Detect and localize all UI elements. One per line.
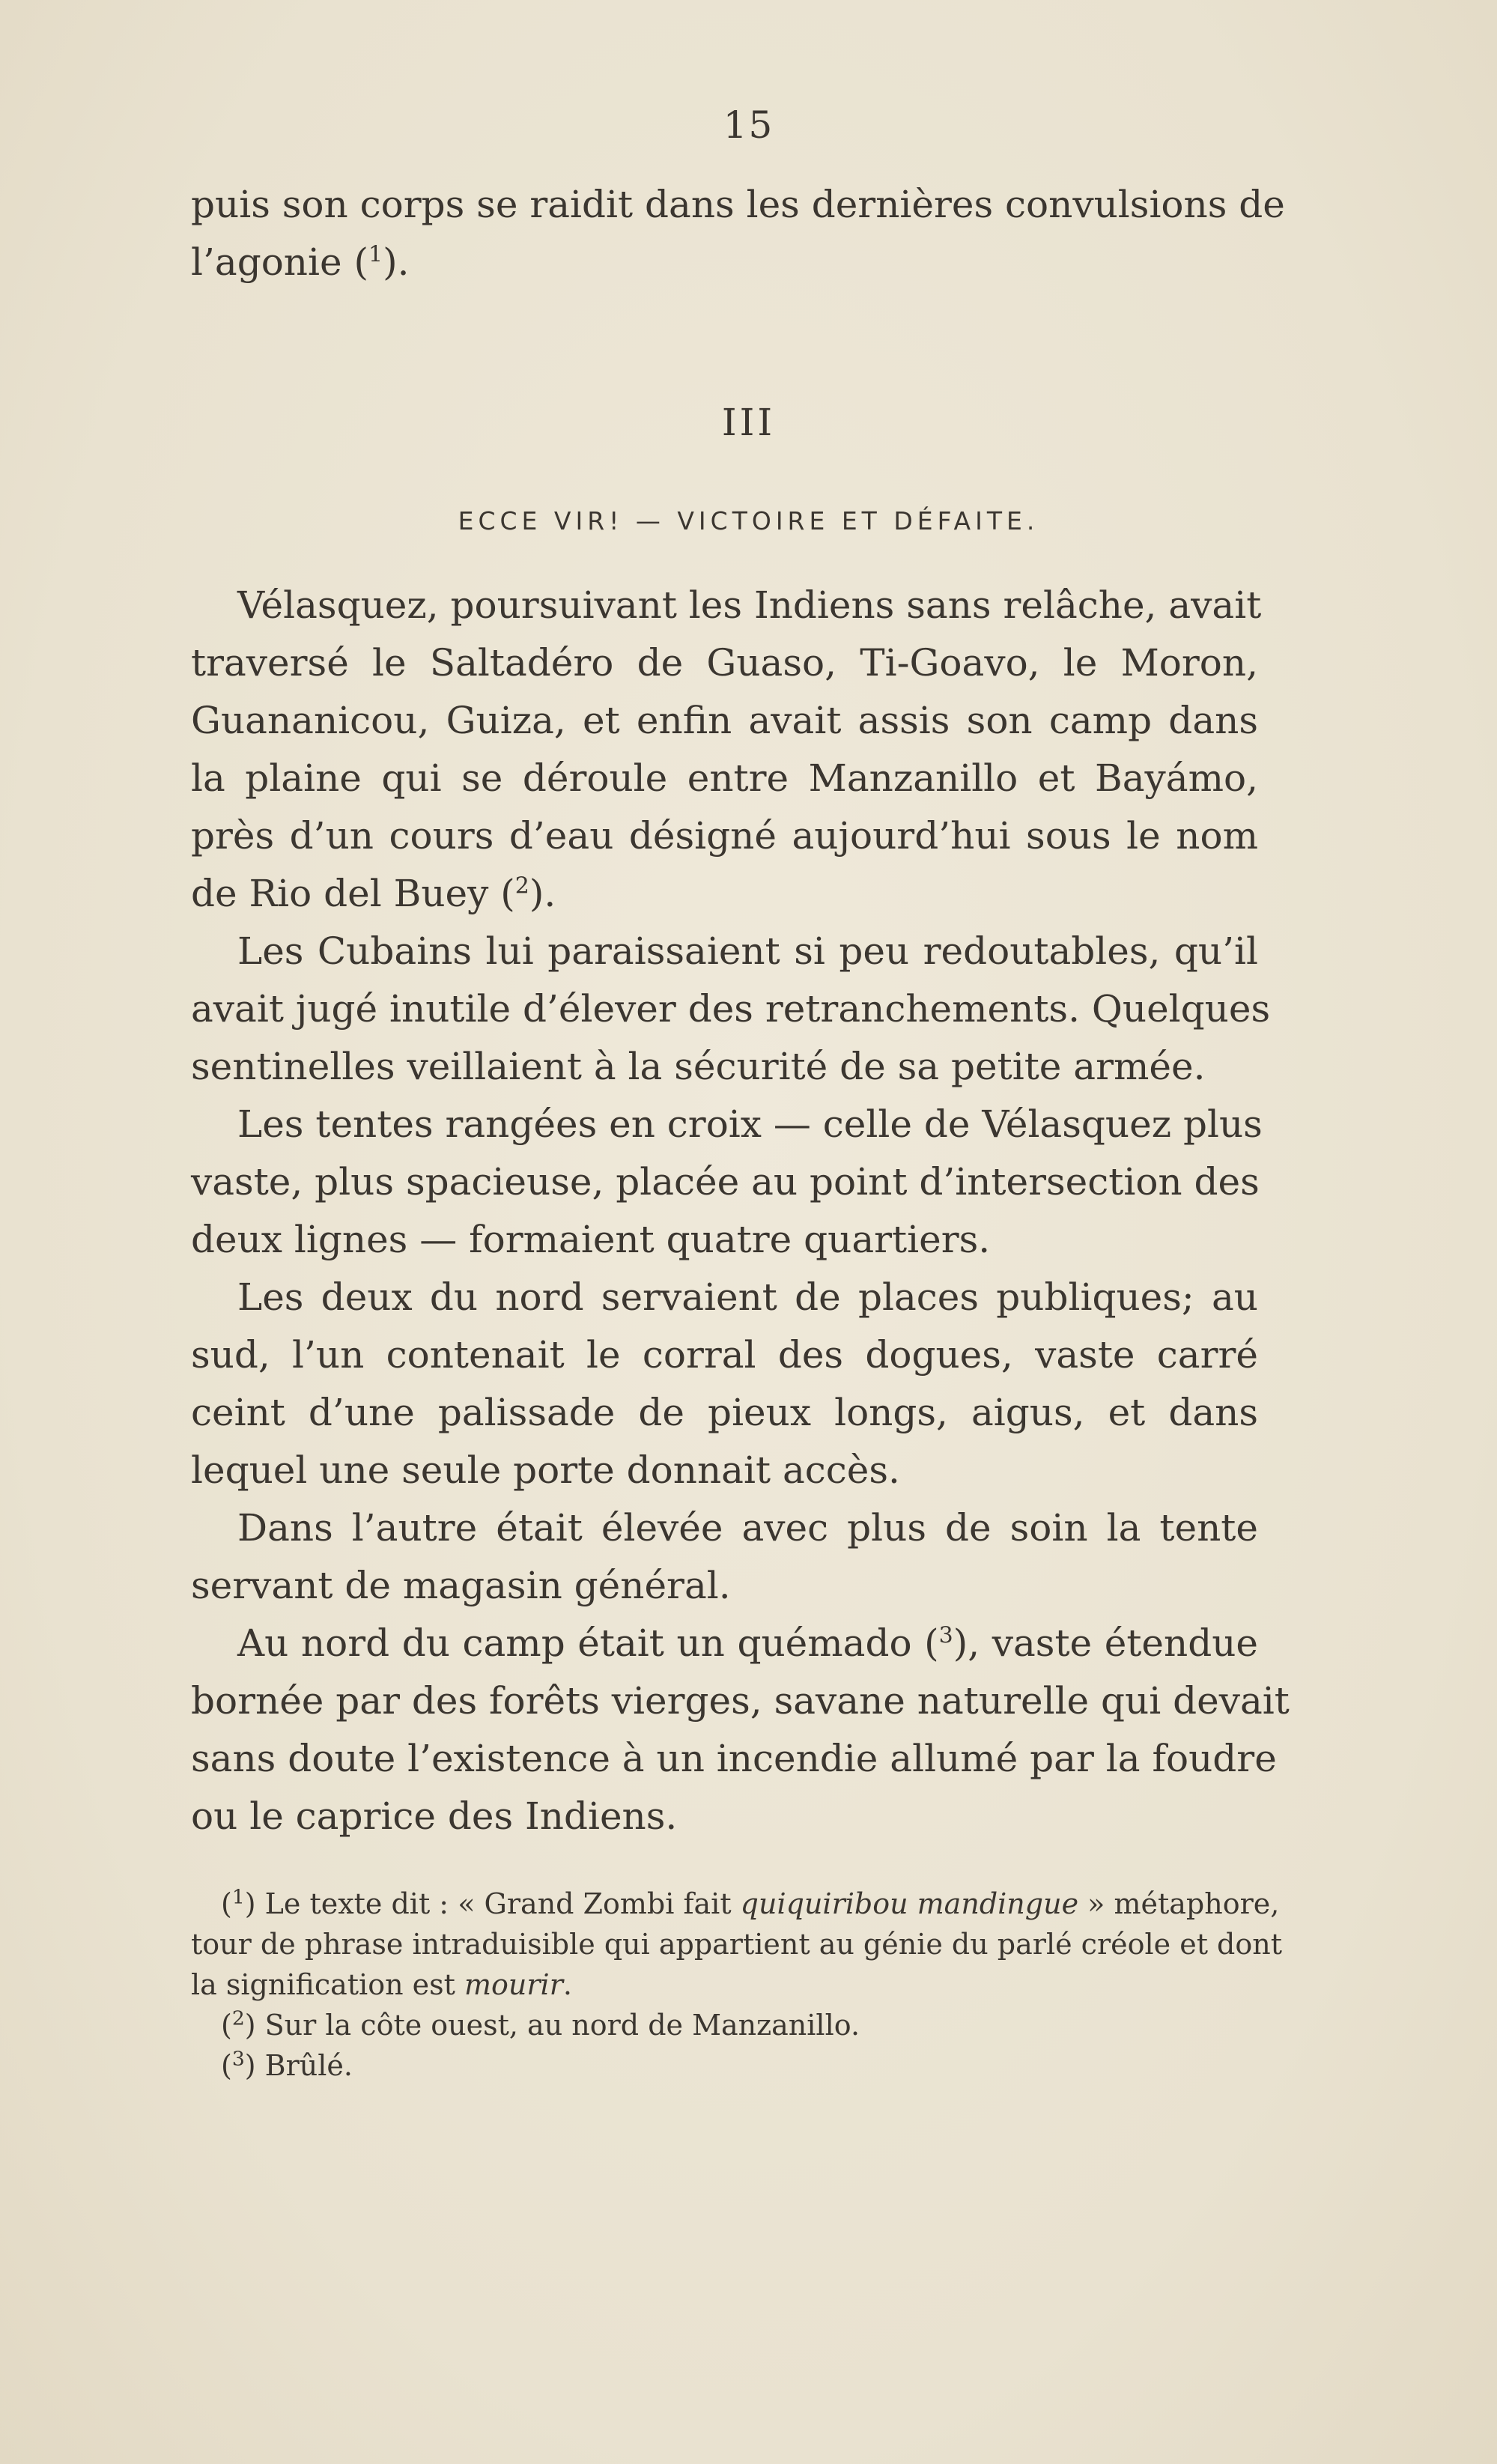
text-line: servant de magasin général.	[191, 1564, 731, 1607]
footnote-ref: 1	[368, 241, 383, 268]
text-line: Guananicou, Guiza, et enfin avait assis son camp dans	[191, 699, 1258, 742]
main-text	[191, 577, 1290, 1845]
text-line: lequel une seule porte donnait accès.	[191, 1448, 900, 1492]
footnote-1	[191, 1884, 1282, 2005]
text-line: deux lignes — formaient quatre quartiers.	[191, 1218, 991, 1261]
text-line: ceint d’une palissade de pieux longs, aigus, et dans	[191, 1391, 1258, 1434]
text-line: Au nord du camp était un quémado ($^3$), vaste étendue	[237, 1621, 1259, 1665]
text-line: près d’un cours d’eau désigné aujourd’hui sous le nom	[191, 814, 1258, 858]
footnote-line: ($^3$) Brûlé.	[221, 2047, 353, 2082]
footnote-line: ($^2$) Sur la côte ouest, au nord de Manzanillo.	[221, 2006, 860, 2042]
text-line: avait jugé inutile d’élever des retranchements. Quelques	[191, 987, 1271, 1031]
text-line: ou le caprice des Indiens.	[191, 1794, 678, 1838]
footnote-line: la signification est mourir.	[191, 1968, 572, 2001]
section-title: ECCE VIR! — VICTOIRE ET DÉFAITE.	[458, 506, 1039, 535]
paragraph-6	[191, 1615, 1290, 1845]
text-line: bornée par des forêts vierges, savane naturelle qui devait	[191, 1679, 1290, 1723]
text-line: puis son corps se raidit dans les dernières convulsions de	[191, 183, 1285, 226]
paragraph-2	[191, 923, 1271, 1096]
text-line: de Rio del Buey ($^2$).	[191, 872, 556, 915]
continuation-paragraph	[191, 176, 1285, 291]
paragraph-5	[191, 1499, 1258, 1615]
text-line: Dans l’autre était élevée avec plus de soin la tente	[237, 1506, 1258, 1550]
text-line: Les deux du nord servaient de places publiques; au	[237, 1275, 1258, 1319]
footnote-3	[191, 2045, 1258, 2086]
text-line: l’agonie ($^1$).	[191, 240, 410, 284]
section-number: III	[721, 401, 776, 444]
footnote-ref: 3	[938, 1622, 953, 1649]
text-line: traversé le Saltadéro de Guaso, Ti-Goavo, le Moron,	[191, 641, 1258, 685]
text-line: sentinelles veillaient à la sécurité de sa petite armée.	[191, 1045, 1206, 1088]
text-line: vaste, plus spacieuse, placée au point d’intersection des	[191, 1160, 1260, 1204]
paragraph-1	[191, 577, 1262, 923]
footnote-2	[191, 2005, 1258, 2045]
paragraph-4	[191, 1269, 1258, 1499]
text-line: Les tentes rangées en croix — celle de Vélasquez plus	[237, 1102, 1263, 1146]
footnotes	[191, 1884, 1282, 2086]
text-line: Les Cubains lui paraissaient si peu redoutables, qu’il	[237, 929, 1258, 973]
paragraph-3	[191, 1096, 1263, 1269]
text-line: Vélasquez, poursuivant les Indiens sans relâche, avait	[237, 583, 1262, 627]
text-line: la plaine qui se déroule entre Manzanillo et Bayámo,	[191, 756, 1258, 800]
text-line: sud, l’un contenait le corral des dogues, vaste carré	[191, 1333, 1258, 1377]
page-number: 15	[723, 103, 774, 147]
footnote-ref: 2	[514, 873, 529, 899]
text-line: sans doute l’existence à un incendie allumé par la foudre	[191, 1737, 1277, 1780]
footnote-line: tour de phrase intraduisible qui appartient au génie du parlé créole et dont	[191, 1928, 1282, 1961]
footnote-line: ($^1$) Le texte dit : « Grand Zombi fait quiquiribou mandingue » métaphore,	[221, 1885, 1280, 1920]
